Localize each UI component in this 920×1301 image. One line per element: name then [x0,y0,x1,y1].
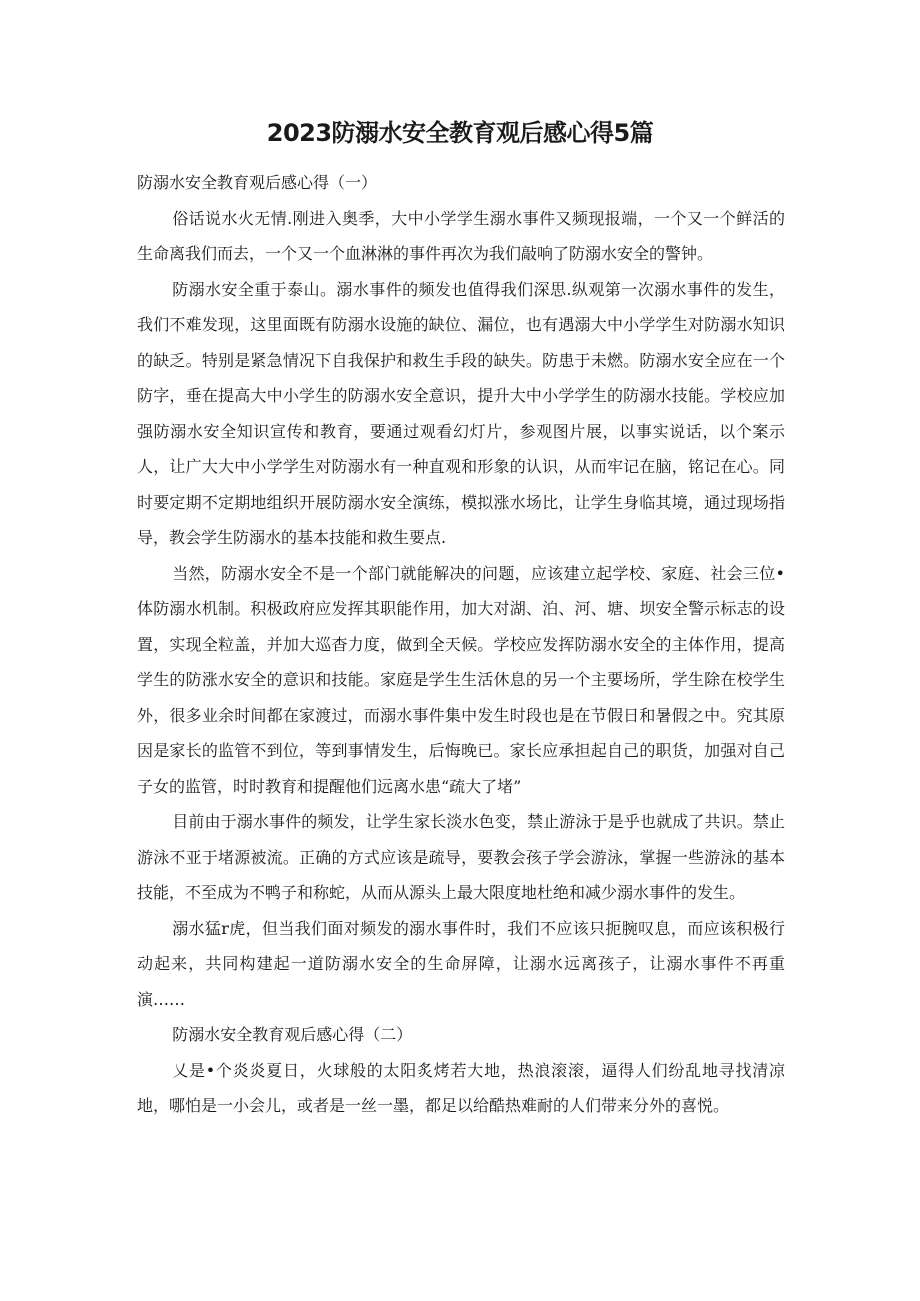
paragraph: 当然，防溺水安全不是一个部门就能解决的问题，应该建立起学校、家庭、社会三位•体防溺水机制。积极政府应发挥其职能作用，加大对湖、泊、河、塘、坝安全警示标志的设置，实现全粒盖，并加大巡杳力度，做到全天候。学校应发挥防溺水安全的主体作用，提高学生的防涨水安全的意识和技能。家庭是学生生活休息的另一个主要场所，学生除在校学生外，很多业余时间都在家渡过，而溺水事件集中发生时段也是在节假日和暑假之中。究其原因是家长的监管不到位，等到事情发生，后悔晚已。家长应承担起自己的职货，加强对自己子女的监管，时时教育和提醒他们远离水患“疏大了堵” [137,563,785,796]
paragraph: 目前由于溺水事件的频发，让学生家长淡水色变，禁止游泳于是乎也就成了共识。禁止游泳不亚于堵源被流。正确的方式应该是疏导，要教会孩子学会游泳，掌握一些游泳的基本技能，不至成为不鸭子和称蛇，从而从源头上最大限度地杜绝和减少溺水事件的发生。 [137,812,785,902]
section-heading-2: 防溺水安全教育观后感心得（二） [172,1025,413,1044]
paragraph: 溺水猛r虎，但当我们面对频发的溺水事件时，我们不应该只扼腕叹息，而应该积极行动起来，共同构建起一道防溺水安全的生命屏障，让溺水远离孩子，让溺水事件不再重演…… [137,918,785,1009]
document-title: 2023防溺水安全教育观后感心得5篇 [266,119,654,147]
document-body [137,165,785,1124]
paragraph: 防溺水安全重于泰山。溺水事件的频发也值得我们深思.纵观第一次溺水事件的发生，我们不难发现，这里面既有防溺水设施的缺位、漏位，也有遇溺大中小学学生对防溺水知识的缺乏。特别是紧急情况下自我保护和救生手段的缺失。防患于未燃。防溺水安全应在一个防字，垂在提高大中小学生的防溺水安全意识，提升大中小学学生的防溺水技能。学校应加强防溺水安全知识宣传和教育，要通过观看幻灯片，参观图片展，以事实说话，以个案示人，让广大大中小学学生对防溺水有一种直观和形象的认识，从而牢记在脑，铭记在心。同时要定期不定期地组织开展防溺水安全演练，模拟涨水场比，让学生身临其境，通过现场指导，教会学生防溺水的基本技能和救生要点. [137,279,785,547]
section-heading-1: 防溺水安全教育观后感心得（一） [137,173,378,192]
paragraph: 乂是•个炎炎夏日，火球般的太阳炙烤若大地，热浪滚滚，逼得人们纷乱地寻找清凉地，哪怕是一小会儿，或者是一丝一墨，都足以给酷热难耐的人们带来分外的喜悦。 [137,1060,785,1115]
paragraph: 俗话说水火无情.刚进入奥季，大中小学学生溺水事件又频现报端，一个又一个鲜活的生命离我们而去，一个又一个血淋淋的事件再次为我们敲响了防溺水安全的警钟。 [137,208,785,263]
